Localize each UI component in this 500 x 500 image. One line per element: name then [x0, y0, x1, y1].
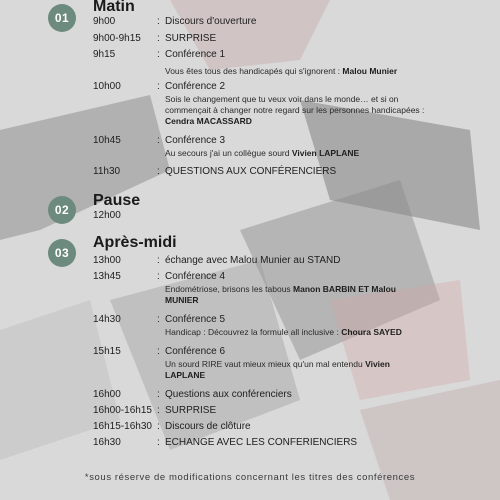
item-time: 9h00-9h15 — [93, 33, 141, 44]
item-title: échange avec Malou Munier au STAND — [165, 255, 341, 266]
item-title: Questions aux conférenciers — [165, 389, 292, 400]
item-time: 16h00-16h15 — [93, 405, 152, 416]
description-text: Handicap : Découvrez la formule all inclusive : — [165, 327, 342, 337]
separator: : — [157, 81, 160, 92]
item-time: 10h00 — [93, 81, 121, 92]
section-title-pause: Pause — [93, 192, 141, 209]
separator: : — [157, 49, 160, 60]
description-text: Sois le changement que tu veux voir dans le monde… et si on commençait à changer notre regard sur les personnes handicapées : — [165, 94, 425, 115]
section-badge-matin: 01 — [48, 4, 76, 32]
description-text: Au secours j'ai un collègue sourd — [165, 148, 292, 158]
description-text: Vous êtes tous des handicapés qui s'ignorent : — [165, 66, 343, 76]
item-time: 10h45 — [93, 135, 121, 146]
item-time: 15h15 — [93, 346, 121, 357]
item-time: 13h00 — [93, 255, 121, 266]
separator: : — [157, 346, 160, 357]
speaker-name: Manon BARBIN ET Malou MUNIER — [165, 284, 396, 305]
section-title-matin: Matin — [93, 0, 135, 15]
speaker-name: Choura SAYED — [341, 327, 402, 337]
separator: : — [157, 314, 160, 325]
item-title: QUESTIONS AUX CONFÉRENCIERS — [165, 166, 337, 177]
description-text: Endométriose, brisons les tabous — [165, 284, 294, 294]
separator: : — [157, 271, 160, 282]
separator: : — [157, 421, 160, 432]
item-title: Conférence 1 — [165, 49, 226, 60]
pause-time: 12h00 — [93, 210, 121, 221]
separator: : — [157, 33, 160, 44]
item-title: ECHANGE AVEC LES CONFERIENCIERS — [165, 437, 358, 448]
speaker-name: Vivien LAPLANE — [165, 359, 390, 380]
item-time: 16h30 — [93, 437, 121, 448]
speaker-name: Cendra MACASSARD — [165, 116, 252, 126]
separator: : — [157, 389, 160, 400]
item-time: 9h00 — [93, 16, 116, 27]
speaker-name: Vivien LAPLANE — [291, 148, 360, 158]
item-title: SURPRISE — [165, 405, 217, 416]
item-title: Conférence 2 — [165, 81, 226, 92]
section-title-apres-midi: Après-midi — [93, 234, 177, 251]
section-badge-pause: 02 — [48, 196, 76, 224]
item-title: Conférence 3 — [165, 135, 226, 146]
separator: : — [157, 437, 160, 448]
footnote: *sous réserve de modifications concernant les titres des conférences — [84, 472, 416, 483]
item-title: Discours d'ouverture — [165, 16, 257, 27]
item-description — [165, 359, 415, 381]
section-badge-apres-midi: 03 — [48, 239, 76, 267]
item-title: Conférence 5 — [165, 314, 226, 325]
separator: : — [157, 135, 160, 146]
item-time: 14h30 — [93, 314, 121, 325]
speaker-name: Malou Munier — [342, 66, 398, 76]
item-description — [165, 148, 445, 159]
item-description — [165, 284, 420, 306]
separator: : — [157, 405, 160, 416]
separator: : — [157, 255, 160, 266]
item-time: 13h45 — [93, 271, 121, 282]
separator: : — [157, 16, 160, 27]
item-title: Conférence 6 — [165, 346, 226, 357]
item-description — [165, 94, 445, 127]
description-text: Un sourd RIRE vaut mieux mieux qu'un mal entendu — [165, 359, 366, 369]
item-title: Discours de clôture — [165, 421, 251, 432]
item-title: Conférence 4 — [165, 271, 226, 282]
separator: : — [157, 166, 160, 177]
item-title: SURPRISE — [165, 33, 217, 44]
item-description — [165, 66, 465, 77]
item-time: 11h30 — [93, 166, 121, 177]
item-description — [165, 327, 445, 338]
item-time: 16h00 — [93, 389, 121, 400]
item-time: 16h15-16h30 — [93, 421, 152, 432]
item-time: 9h15 — [93, 49, 116, 60]
